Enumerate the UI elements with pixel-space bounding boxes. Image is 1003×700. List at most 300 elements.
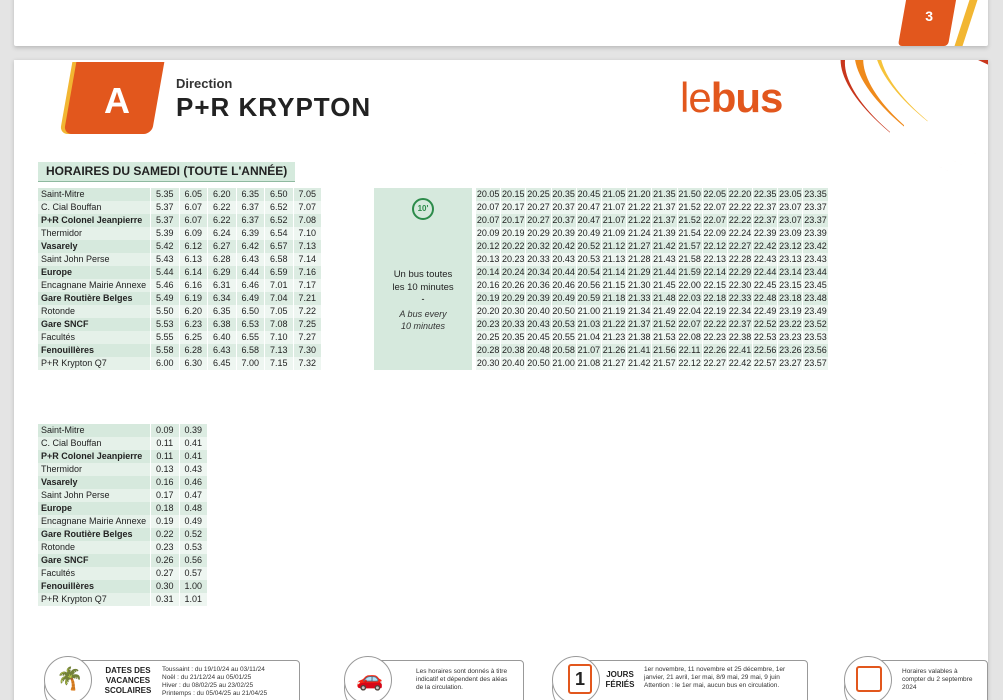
time-cell: 23.45 (804, 280, 827, 290)
time-cell: 20.37 (552, 215, 575, 225)
separator-dash: - (421, 294, 425, 304)
table-row (475, 331, 828, 344)
feries-date-line: janvier, 21 avril, 1er mai, 8/9 mai, 29 mai, 9 juin (644, 674, 780, 681)
time-cell: 23.35 (804, 189, 827, 199)
time-cell: 21.43 (653, 254, 676, 264)
time-cell: 6.35 (236, 188, 265, 201)
time-cell: 0.57 (179, 567, 208, 580)
time-cell: 5.50 (150, 305, 179, 318)
time-cell: 22.56 (753, 345, 777, 355)
feries-date-line: Attention : le 1er mai, aucun bus en circulation. (644, 682, 780, 689)
time-cell: 20.49 (577, 228, 601, 238)
time-cell: 20.29 (502, 293, 525, 303)
time-cell: 7.14 (293, 253, 322, 266)
feries-label-line: FÉRIÉS (605, 680, 635, 689)
time-cell: 20.50 (527, 358, 550, 368)
time-cell: 6.57 (264, 240, 293, 253)
time-cell: 5.46 (150, 279, 179, 292)
time-cell: 20.22 (502, 241, 525, 251)
time-cell: 21.23 (602, 332, 626, 342)
time-cell: 5.49 (150, 292, 179, 305)
horaires-note-line: Les horaires sont donnés à titre (416, 668, 508, 675)
time-cell: 20.40 (527, 306, 550, 316)
stop-name: Facultés (38, 331, 150, 344)
time-cell: 20.17 (502, 202, 525, 212)
stop-name: Gare Routière Belges (38, 528, 150, 541)
time-cell: 22.42 (753, 241, 777, 251)
time-cell: 21.41 (627, 345, 651, 355)
logo-bus: bus (710, 74, 783, 121)
time-cell: 23.53 (804, 332, 827, 342)
table-row (475, 292, 828, 305)
time-cell: 20.45 (577, 189, 601, 199)
frequency-fr-line: les 10 minutes (392, 282, 454, 293)
time-cell: 23.07 (779, 215, 802, 225)
time-cell: 20.52 (577, 241, 601, 251)
time-cell: 21.20 (627, 189, 651, 199)
time-cell: 6.23 (179, 318, 208, 331)
time-cell: 21.52 (678, 215, 701, 225)
table-row (38, 528, 207, 541)
time-cell: 22.15 (703, 280, 727, 290)
time-cell: 21.44 (653, 267, 676, 277)
calendar-icon: 1 (568, 664, 592, 694)
time-cell: 6.22 (207, 214, 236, 227)
time-cell: 23.56 (804, 345, 827, 355)
time-cell: 7.08 (293, 214, 322, 227)
time-cell: 22.13 (703, 254, 727, 264)
feries-label-line: JOURS (606, 670, 634, 679)
time-cell: 21.37 (627, 319, 651, 329)
time-cell: 7.30 (293, 344, 322, 357)
time-cell: 22.23 (703, 332, 727, 342)
time-cell: 6.45 (207, 357, 236, 370)
time-cell: 21.37 (653, 202, 676, 212)
time-cell: 20.37 (552, 202, 575, 212)
time-cell: 22.11 (677, 344, 702, 357)
time-cell: 23.09 (779, 228, 802, 238)
table-row (38, 437, 207, 450)
time-cell: 23.05 (779, 189, 802, 199)
time-cell: 6.20 (207, 188, 236, 201)
time-cell: 21.22 (627, 202, 651, 212)
stop-name: Facultés (38, 567, 150, 580)
time-cell: 22.05 (703, 189, 727, 199)
time-cell: 21.19 (602, 306, 626, 316)
time-cell: 0.26 (150, 554, 179, 567)
time-cell: 22.07 (703, 215, 727, 225)
time-cell: 20.20 (476, 306, 500, 316)
time-cell: 20.25 (527, 189, 550, 199)
frequency-text-fr (374, 268, 472, 294)
page-number: 3 (925, 8, 933, 24)
time-cell: 21.54 (678, 228, 701, 238)
time-cell: 21.24 (627, 228, 651, 238)
vacances-date-line: Toussaint : du 19/10/24 au 03/11/24 (162, 666, 265, 673)
table-row (38, 515, 207, 528)
vacances-dates (162, 666, 298, 698)
time-cell: 20.50 (552, 306, 575, 316)
stop-name: Thermidor (38, 227, 150, 240)
validity-note-line: Horaires valables à (902, 668, 958, 675)
stop-name: Rotonde (38, 541, 150, 554)
time-cell: 21.39 (653, 228, 676, 238)
line-letter: A (104, 80, 130, 121)
time-cell: 21.42 (653, 241, 676, 251)
time-cell: 6.43 (207, 344, 236, 357)
stop-name: Vasarely (38, 476, 150, 489)
time-cell: 6.29 (207, 266, 236, 279)
time-cell: 20.42 (552, 241, 575, 251)
time-cell: 23.27 (779, 358, 802, 368)
time-cell: 22.26 (703, 345, 727, 355)
time-cell: 6.44 (236, 266, 265, 279)
time-cell: 20.53 (552, 319, 575, 329)
time-cell: 5.42 (150, 240, 179, 253)
time-cell: 21.49 (653, 306, 676, 316)
table-row (475, 357, 828, 370)
stop-name: Fenouillères (38, 344, 150, 357)
vacances-label (100, 666, 156, 696)
time-cell: 6.31 (207, 279, 236, 292)
time-cell: 6.24 (207, 227, 236, 240)
time-cell: 20.44 (552, 267, 575, 277)
table-row (38, 567, 207, 580)
time-cell: 22.43 (753, 254, 777, 264)
time-cell: 22.37 (753, 215, 777, 225)
time-cell: 22.30 (728, 280, 752, 290)
time-cell: 21.59 (678, 267, 701, 277)
horaires-note-line: indicatif et dépendent des aléas (416, 676, 508, 683)
time-cell: 20.34 (527, 267, 550, 277)
time-cell: 20.17 (502, 215, 525, 225)
stop-name: Gare Routière Belges (38, 292, 150, 305)
time-cell: 6.28 (207, 253, 236, 266)
time-cell: 6.07 (179, 214, 208, 227)
time-cell: 21.30 (627, 280, 651, 290)
time-cell: 6.46 (236, 279, 265, 292)
time-cell: 21.07 (602, 202, 626, 212)
time-cell: 0.41 (179, 450, 208, 463)
time-cell: 0.53 (179, 541, 208, 554)
validity-note-line: compter du 2 septembre (902, 676, 973, 683)
table-row (38, 240, 321, 253)
time-cell: 6.12 (179, 240, 208, 253)
table-row (38, 214, 321, 227)
table-row (475, 318, 828, 331)
time-cell: 7.13 (293, 240, 322, 253)
table-row (475, 201, 828, 214)
time-cell: 22.28 (728, 254, 752, 264)
feries-label (602, 670, 638, 690)
table-row (38, 292, 321, 305)
time-cell: 20.30 (476, 358, 500, 368)
stop-name: Europe (38, 502, 150, 515)
timetable-left (38, 188, 321, 370)
time-cell: 0.13 (150, 463, 179, 476)
feries-dates (644, 666, 806, 690)
time-cell: 22.34 (728, 306, 752, 316)
time-cell: 6.58 (236, 344, 265, 357)
time-cell: 6.20 (179, 305, 208, 318)
stop-name: Encagnane Mairie Annexe (38, 515, 150, 528)
time-cell: 20.19 (476, 293, 500, 303)
time-cell: 22.42 (728, 358, 752, 368)
time-cell: 22.22 (728, 215, 752, 225)
direction-label: Direction (176, 76, 233, 91)
time-cell: 23.26 (779, 345, 802, 355)
time-cell: 0.30 (150, 580, 179, 593)
table-row (38, 502, 207, 515)
time-cell: 20.40 (502, 358, 525, 368)
table-row (38, 593, 207, 606)
time-cell: 21.13 (602, 254, 626, 264)
time-cell: 22.52 (753, 319, 777, 329)
time-cell: 20.53 (577, 254, 601, 264)
stop-name: P+R Krypton Q7 (38, 357, 150, 370)
time-cell: 21.14 (602, 267, 626, 277)
time-cell: 21.42 (627, 358, 651, 368)
time-cell: 1.00 (179, 580, 208, 593)
table-row (38, 463, 207, 476)
time-cell: 21.03 (577, 319, 601, 329)
time-cell: 0.46 (179, 476, 208, 489)
time-cell: 20.47 (577, 202, 601, 212)
time-cell: 20.45 (527, 332, 550, 342)
time-cell: 21.38 (627, 332, 651, 342)
stop-name: P+R Colonel Jeanpierre (38, 214, 150, 227)
time-cell: 20.09 (476, 228, 500, 238)
time-cell: 23.14 (779, 267, 802, 277)
table-row (475, 344, 828, 357)
stop-name: Europe (38, 266, 150, 279)
decorative-stripe (954, 0, 978, 46)
table-row (475, 214, 828, 227)
stop-name: C. Cial Bouffan (38, 201, 150, 214)
horaires-note (416, 668, 522, 692)
frequency-en-line: 10 minutes (400, 321, 446, 331)
time-cell: 20.27 (527, 202, 550, 212)
vacances-date-line: Printemps : du 05/04/25 au 21/04/25 (162, 690, 268, 697)
time-cell: 6.34 (207, 292, 236, 305)
time-cell: 20.43 (527, 319, 550, 329)
time-cell: 22.27 (728, 241, 752, 251)
table-row (38, 188, 321, 201)
time-cell: 22.38 (728, 332, 752, 342)
time-cell: 6.09 (179, 227, 208, 240)
time-cell: 0.19 (150, 515, 179, 528)
time-cell: 21.15 (602, 280, 626, 290)
time-cell: 6.42 (236, 240, 265, 253)
horaires-note-line: de la circulation. (416, 684, 463, 691)
vacances-label-line: DATES DES (105, 666, 151, 675)
time-cell: 5.37 (150, 201, 179, 214)
time-cell: 21.35 (653, 189, 676, 199)
table-row (475, 188, 828, 201)
time-cell: 6.58 (264, 253, 293, 266)
table-row (38, 305, 321, 318)
time-cell: 6.39 (236, 227, 265, 240)
time-cell: 21.00 (577, 306, 601, 316)
time-cell: 7.10 (293, 227, 322, 240)
time-cell: 7.08 (264, 318, 293, 331)
time-cell: 0.17 (150, 489, 179, 502)
time-cell: 6.00 (150, 357, 179, 370)
time-cell: 21.48 (653, 293, 676, 303)
time-cell: 6.25 (179, 331, 208, 344)
time-cell: 20.30 (502, 306, 525, 316)
time-cell: 6.16 (179, 279, 208, 292)
time-cell: 0.09 (150, 424, 179, 437)
table-row (475, 240, 828, 253)
time-cell: 20.12 (476, 241, 500, 251)
time-cell: 21.28 (627, 254, 651, 264)
time-cell: 21.08 (577, 358, 601, 368)
table-row (475, 253, 828, 266)
time-cell: 7.01 (264, 279, 293, 292)
time-cell: 20.48 (527, 345, 550, 355)
time-cell: 21.00 (552, 358, 575, 368)
feries-date-line: 1er novembre, 11 novembre et 25 décembre, 1er (644, 666, 786, 673)
time-cell: 22.41 (728, 345, 752, 355)
time-cell: 20.58 (552, 345, 575, 355)
clock-icon: 10' (412, 198, 434, 220)
time-cell: 20.23 (476, 319, 500, 329)
time-cell: 22.57 (753, 358, 777, 368)
vacances-label-line: SCOLAIRES (104, 686, 152, 695)
time-cell: 22.37 (753, 202, 777, 212)
time-cell: 21.37 (653, 215, 676, 225)
time-cell: 20.33 (527, 254, 550, 264)
time-cell: 7.16 (293, 266, 322, 279)
frequency-en-line: A bus every (399, 309, 447, 319)
vacances-date-line: Noël : du 21/12/24 au 05/01/25 (162, 674, 252, 681)
time-cell: 20.54 (577, 267, 601, 277)
time-cell: 0.11 (150, 437, 179, 450)
time-cell: 0.52 (179, 528, 208, 541)
time-cell: 20.05 (476, 189, 500, 199)
time-cell: 5.35 (150, 188, 179, 201)
time-cell: 20.47 (577, 215, 601, 225)
time-cell: 6.52 (264, 201, 293, 214)
time-cell: 22.35 (753, 189, 777, 199)
time-cell: 23.07 (779, 202, 802, 212)
time-cell: 0.11 (150, 450, 179, 463)
time-cell: 1.01 (179, 593, 208, 606)
table-row (38, 227, 321, 240)
time-cell: 22.14 (703, 267, 727, 277)
time-cell: 22.07 (678, 319, 701, 329)
time-cell: 23.23 (779, 332, 802, 342)
time-cell: 22.22 (703, 319, 727, 329)
time-cell: 0.48 (179, 502, 208, 515)
time-cell: 21.18 (602, 293, 626, 303)
time-cell: 20.26 (502, 280, 525, 290)
time-cell: 22.53 (753, 332, 777, 342)
time-cell: 7.05 (264, 305, 293, 318)
lebus-logo (680, 74, 782, 122)
time-cell: 22.39 (753, 228, 777, 238)
time-cell: 7.22 (293, 305, 322, 318)
time-cell: 5.58 (150, 344, 179, 357)
stop-name: Fenouillères (38, 580, 150, 593)
time-cell: 20.07 (476, 202, 500, 212)
time-cell: 7.15 (264, 357, 293, 370)
time-cell: 6.38 (207, 318, 236, 331)
time-cell: 7.13 (264, 344, 293, 357)
time-cell: 7.00 (236, 357, 265, 370)
table-row (38, 253, 321, 266)
frequency-fr-line: Un bus toutes (393, 269, 453, 280)
time-cell: 21.09 (602, 228, 626, 238)
time-cell: 22.20 (728, 189, 752, 199)
time-cell: 21.52 (653, 319, 676, 329)
table-row (38, 554, 207, 567)
timetable-right (475, 188, 828, 370)
time-cell: 21.34 (627, 306, 651, 316)
time-cell: 6.30 (179, 357, 208, 370)
time-cell: 21.22 (602, 319, 626, 329)
stop-name: P+R Krypton Q7 (38, 593, 150, 606)
logo-le: le (680, 74, 711, 121)
time-cell: 21.07 (602, 215, 626, 225)
time-cell: 21.29 (627, 267, 651, 277)
time-cell: 22.37 (728, 319, 752, 329)
time-cell: 22.44 (753, 267, 777, 277)
stop-name: C. Cial Bouffan (38, 437, 150, 450)
time-cell: 20.14 (476, 267, 500, 277)
time-cell: 23.44 (804, 267, 827, 277)
stop-name: Rotonde (38, 305, 150, 318)
section-title: HORAIRES DU SAMEDI (TOUTE L'ANNÉE) (38, 162, 295, 182)
stop-name: Saint-Mitre (38, 188, 150, 201)
time-cell: 21.22 (627, 215, 651, 225)
time-cell: 21.50 (678, 189, 701, 199)
time-cell: 6.50 (264, 188, 293, 201)
time-cell: 0.22 (150, 528, 179, 541)
time-cell: 20.29 (527, 228, 550, 238)
time-cell: 23.15 (779, 280, 802, 290)
table-row (475, 305, 828, 318)
time-cell: 21.12 (602, 241, 626, 251)
time-cell: 22.48 (753, 293, 777, 303)
table-row (38, 357, 321, 370)
time-cell: 6.19 (179, 292, 208, 305)
table-row (38, 201, 321, 214)
time-cell: 7.07 (293, 201, 322, 214)
validity-note (902, 668, 986, 692)
time-cell: 22.33 (728, 293, 752, 303)
time-cell: 0.47 (179, 489, 208, 502)
time-cell: 6.43 (236, 253, 265, 266)
stop-name: Saint John Perse (38, 253, 150, 266)
time-cell: 23.12 (779, 241, 802, 251)
time-cell: 20.24 (502, 267, 525, 277)
time-cell: 22.00 (678, 280, 701, 290)
stop-name: Thermidor (38, 463, 150, 476)
time-cell: 23.19 (779, 306, 802, 316)
vacances-label-line: VACANCES (105, 676, 151, 685)
time-cell: 20.13 (476, 254, 500, 264)
time-cell: 22.19 (703, 306, 727, 316)
time-cell: 22.18 (703, 293, 727, 303)
time-cell: 21.57 (653, 358, 676, 368)
time-cell: 20.16 (476, 280, 500, 290)
time-cell: 23.48 (804, 293, 827, 303)
stop-name: Encagnane Mairie Annexe (38, 279, 150, 292)
time-cell: 21.26 (602, 345, 626, 355)
time-cell: 22.07 (703, 202, 727, 212)
